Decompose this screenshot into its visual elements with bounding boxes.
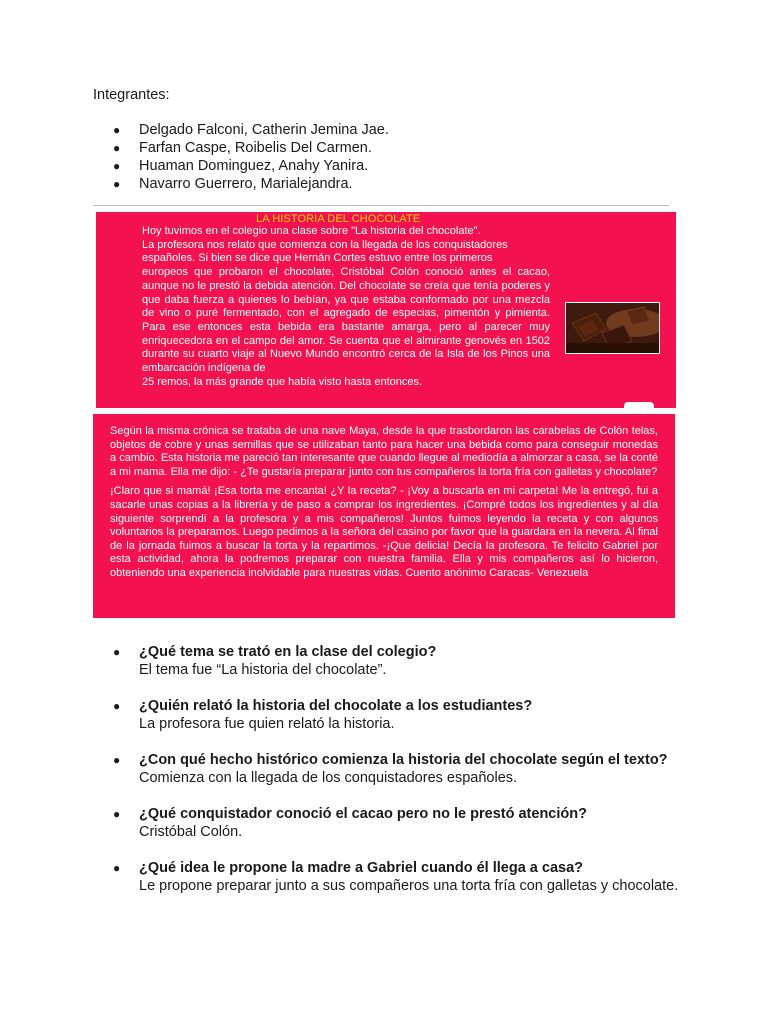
bullet-icon: ●: [113, 807, 121, 821]
answer-text: Cristóbal Colón.: [139, 824, 243, 840]
story-paragraph: ¡Claro que si mamá! ¡Esa torta me encanta! ¿Y la receta? - ¡Voy a buscarla en mi carpeta! Me la entregó, fui a sacarle unas copias a la librería y de paso a comprar los ingredientes. ¡Compré todos los ingredientes y al día siguiente sorprendí a la profesora y a mis compañeros! Juntos fuimos leyendo la receta y con algunos voluntarios la preparamos. Luego pedimos a la señora del casino por favor que la guardara en la nevera. Al final de la jornada fuimos a buscar la torta y la repartimos. -¡Que delicia! Decía la profesora. Te felicito Gabriel por esta actividad, ahora la podremos preparar con nuestra familia. Ella y mis compañeros así lo hicieron, obteniendo una experiencia inolvidable para nuestras vidas. Cuento anónimo Caracas- Venezuela: [110, 485, 658, 579]
story-title: LA HISTORIA DEL CHOCOLATE: [256, 213, 421, 225]
question-text: ¿Qué tema se trató en la clase del colegio?: [139, 644, 437, 660]
question-text: ¿Quién relató la historia del chocolate a los estudiantes?: [139, 698, 533, 714]
member-item: [113, 175, 389, 193]
question-item: [113, 697, 678, 751]
members-list: [113, 121, 389, 193]
question-item: [113, 859, 678, 913]
question-text: ¿Qué conquistador conoció el cacao pero no le prestó atención?: [139, 806, 587, 822]
question-text: ¿Con qué hecho histórico comienza la historia del chocolate según el texto?: [139, 752, 668, 768]
answer-text: La profesora fue quien relató la historia.: [139, 716, 395, 732]
story-panel-top: [96, 212, 676, 408]
bullet-icon: ●: [113, 861, 121, 875]
question-item: [113, 751, 678, 805]
member-item: [113, 139, 389, 157]
panel-tab: [624, 402, 654, 410]
bullet-icon: ●: [113, 753, 121, 767]
story-line: europeos que probaron el chocolate, Cristóbal Colón conoció antes el cacao, aunque no le prestó la debida atención. Del chocolate se creía que tenía poderes y que daba fuerza a quienes lo bebían, ya que estaba conformado por una mezcla de vino o puré fermentado, con el agregado de especias, pimentón y pimienta. Para ese entonces esta bebida era bastante amarga, pero al parecer muy enriquecedora en el campo del amor. Se cuenta que el almirante genovés en 1502 durante su cuarto viaje al Nuevo Mundo encontró cerca de la Isla de los Pinos una embarcación indígena de: [142, 266, 550, 375]
story-line: españoles. Si bien se dice que Hernán Cortes estuvo entre los primeros: [142, 252, 493, 265]
members-heading: Integrantes:: [93, 87, 170, 103]
story-line: Hoy tuvimos en el colegio una clase sobre "La historia del chocolate".: [142, 225, 481, 237]
member-item: [113, 121, 389, 139]
story-intro-text: [142, 225, 550, 389]
bullet-icon: ●: [113, 159, 121, 173]
bullet-icon: ●: [113, 123, 121, 137]
chocolate-pieces-icon: [566, 303, 659, 353]
question-item: [113, 805, 678, 859]
chocolate-image: [565, 302, 660, 354]
story-panel-bottom: [93, 414, 675, 618]
story-line: 25 remos, la más grande que había visto hasta entonces.: [142, 375, 423, 388]
horizontal-divider: [93, 205, 669, 206]
story-continuation: [110, 425, 658, 587]
bullet-icon: ●: [113, 141, 121, 155]
story-paragraph: Según la misma crónica se trataba de una nave Maya, desde la que trasbordaron las carabelas de Colón telas, objetos de cobre y unas semillas que se utilizaban tanto para hacer una bebida como para conseguir monedas a cambio. Esta historia me pareció tan interesante que cuando llegue al mediodía a almorzar a casa, se la conté a mi mama. Ella me dijo: - ¿Te gustaría preparar junto con tus compañeros la torta fría con galletas y chocolate?: [110, 425, 658, 478]
member-name: Huaman Dominguez, Anahy Yanira.: [139, 158, 369, 174]
member-item: [113, 157, 389, 175]
story-line: La profesora nos relato que comienza con la llegada de los conquistadores: [142, 238, 508, 251]
answer-text: Comienza con la llegada de los conquistadores españoles.: [139, 770, 518, 786]
member-name: Navarro Guerrero, Marialejandra.: [139, 176, 353, 192]
member-name: Farfan Caspe, Roibelis Del Carmen.: [139, 140, 372, 156]
bullet-icon: ●: [113, 699, 121, 713]
question-item: [113, 643, 678, 697]
answer-text: El tema fue “La historia del chocolate”.: [139, 662, 387, 678]
member-name: Delgado Falconi, Catherin Jemina Jae.: [139, 122, 389, 138]
question-text: ¿Qué idea le propone la madre a Gabriel cuando él llega a casa?: [139, 860, 584, 876]
bullet-icon: ●: [113, 177, 121, 191]
answer-text: Le propone preparar junto a sus compañeros una torta fría con galletas y chocolate.: [139, 878, 679, 894]
bullet-icon: ●: [113, 645, 121, 659]
questions-list: [113, 643, 678, 913]
